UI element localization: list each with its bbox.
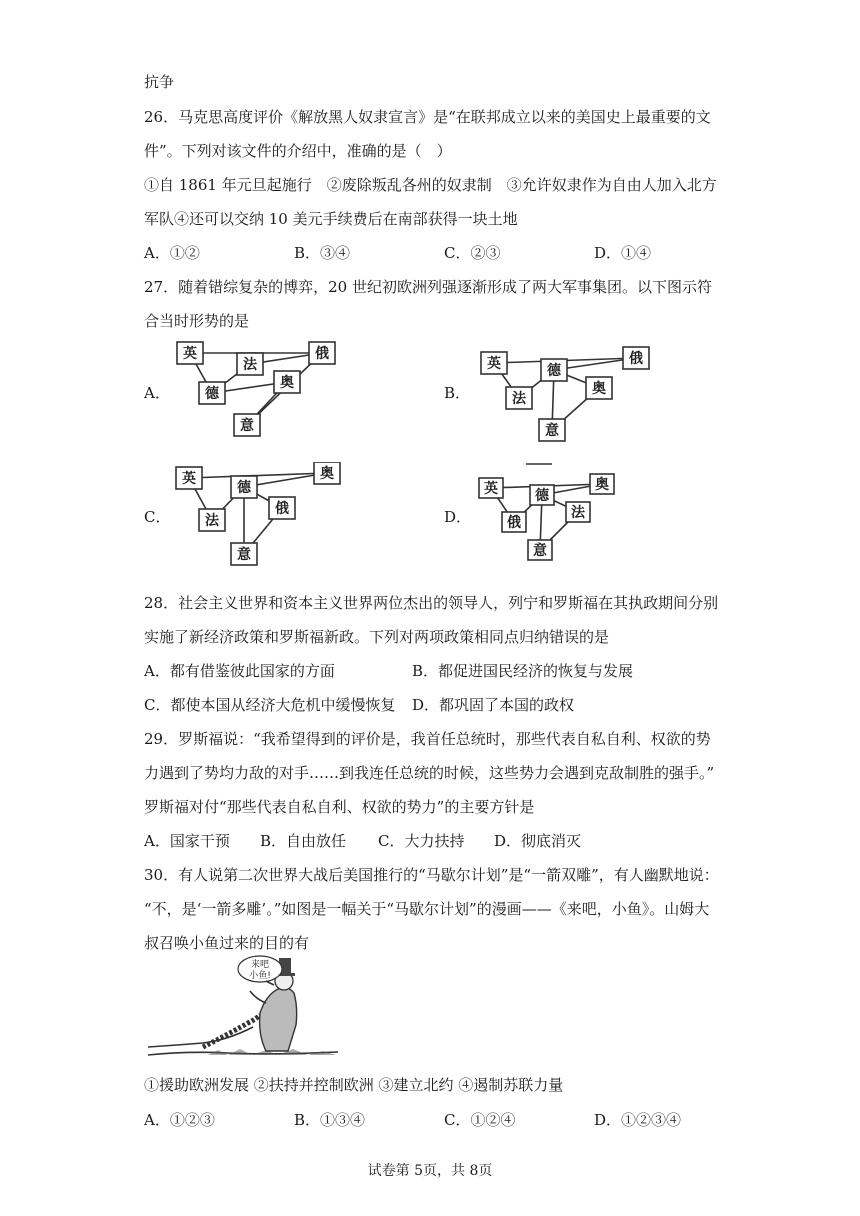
- node-label: 俄: [275, 501, 289, 517]
- q26-option-b[interactable]: B．③④: [294, 244, 351, 262]
- speech-bubble-line-2: 小鱼!: [249, 971, 271, 981]
- q30-stem-3: 叔召唤小鱼过来的目的有: [144, 934, 310, 952]
- marshall-plan-cartoon: [148, 955, 338, 1074]
- node-label: 意: [240, 418, 254, 434]
- node-label: 德: [547, 363, 561, 379]
- q27-option-a-label[interactable]: A．: [144, 384, 170, 402]
- node-label: 英: [183, 346, 197, 362]
- node-label: 奥: [320, 466, 334, 482]
- node-label: 法: [512, 391, 526, 407]
- q29-stem-2: 力遇到了势均力敌的对手……到我连任总统的时候，这些势力会遇到克敌制胜的强手。”: [144, 764, 715, 782]
- node-label: 法: [205, 513, 219, 529]
- q29-option-a[interactable]: A．国家干预: [144, 832, 230, 850]
- node-label: 德: [237, 480, 251, 496]
- q27-diagram-d: [474, 460, 634, 565]
- node-label: 法: [571, 505, 585, 521]
- node-label: 意: [237, 547, 251, 563]
- node-label: 奥: [592, 381, 606, 397]
- q27-option-c-label[interactable]: C．: [144, 508, 171, 526]
- q29-option-d[interactable]: D．彻底消灭: [494, 832, 582, 850]
- q26-stem-1: 26．马克思高度评价《解放黑人奴隶宣言》是“在联邦成立以来的美国史上最重要的文: [144, 108, 711, 126]
- q26-option-a[interactable]: A．①②: [144, 244, 200, 262]
- page-footer: 试卷第 5页，共 8页: [367, 1163, 493, 1179]
- q26-stem-4: 军队④还可以交纳 10 美元手续费后在南部获得一块土地: [144, 210, 518, 228]
- q26-option-d[interactable]: D．①④: [594, 244, 652, 262]
- node-label: 德: [535, 488, 549, 504]
- speech-bubble-line-1: 来吧: [250, 960, 270, 970]
- intro-line: 抗争: [144, 73, 175, 91]
- q27-diagram-a: [172, 340, 362, 440]
- q28-stem-1: 28．社会主义世界和资本主义世界两位杰出的领导人，列宁和罗斯福在其执政期间分别: [144, 594, 719, 612]
- node-label: 意: [545, 423, 559, 439]
- q28-option-c[interactable]: C．都使本国从经济大危机中缓慢恢复: [144, 696, 396, 714]
- q30-option-b[interactable]: B．①③④: [294, 1111, 366, 1129]
- q27-option-d-label[interactable]: D．: [444, 508, 472, 526]
- q27-stem-2: 合当时形势的是: [144, 312, 250, 330]
- q29-option-c[interactable]: C．大力扶持: [378, 832, 465, 850]
- node-label: 俄: [629, 351, 643, 367]
- q30-option-c[interactable]: C．①②④: [444, 1111, 516, 1129]
- q27-diagram-b: [474, 345, 664, 445]
- node-label: 英: [484, 481, 498, 497]
- q28-option-b[interactable]: B．都促进国民经济的恢复与发展: [412, 662, 634, 680]
- q29-stem-3: 罗斯福对付“那些代表自私自利、权欲的势力”的主要方针是: [144, 798, 535, 816]
- q26-stem-3: ①自 1861 年元旦起施行 ②废除叛乱各州的奴隶制 ③允许奴隶作为自由人加入北方: [144, 176, 717, 194]
- q28-stem-2: 实施了新经济政策和罗斯福新政。下列对两项政策相同点归纳错误的是: [144, 628, 610, 646]
- q30-option-a[interactable]: A．①②③: [144, 1111, 215, 1129]
- node-label: 英: [182, 471, 196, 487]
- q27-diagram-c: [172, 462, 362, 567]
- q26-option-c[interactable]: C．②③: [444, 244, 501, 262]
- q30-statements: ①援助欧洲发展 ②扶持并控制欧洲 ③建立北约 ④遏制苏联力量: [144, 1076, 564, 1094]
- q28-option-d[interactable]: D．都巩固了本国的政权: [412, 696, 575, 714]
- node-label: 法: [243, 357, 257, 373]
- node-label: 俄: [315, 346, 329, 362]
- q27-stem-1: 27．随着错综复杂的博弈，20 世纪初欧洲列强逐渐形成了两大军事集团。以下图示符: [144, 278, 712, 296]
- node-label: 英: [487, 356, 501, 372]
- node-label: 奥: [280, 375, 294, 391]
- q26-stem-2: 件”。下列对该文件的介绍中，准确的是（ ）: [144, 142, 452, 160]
- q27-option-b-label[interactable]: B．: [444, 384, 471, 402]
- node-label: 德: [205, 386, 219, 402]
- q29-stem-1: 29．罗斯福说：“我希望得到的评价是，我首任总统时，那些代表自私自利、权欲的势: [144, 730, 711, 748]
- q30-stem-1: 30．有人说第二次世界大战后美国推行的“马歇尔计划”是“一箭双雕”，有人幽默地说：: [144, 866, 719, 884]
- q30-stem-2: “不，是‘一箭多雕’。”如图是一幅关于“马歇尔计划”的漫画——《来吧，小鱼》。山姆大: [144, 900, 710, 918]
- q28-option-a[interactable]: A．都有借鉴彼此国家的方面: [144, 662, 335, 680]
- q29-option-b[interactable]: B．自由放任: [260, 832, 347, 850]
- q30-option-d[interactable]: D．①②③④: [594, 1111, 682, 1129]
- node-label: 奥: [595, 477, 609, 493]
- node-label: 俄: [507, 515, 521, 531]
- node-label: 意: [533, 543, 547, 559]
